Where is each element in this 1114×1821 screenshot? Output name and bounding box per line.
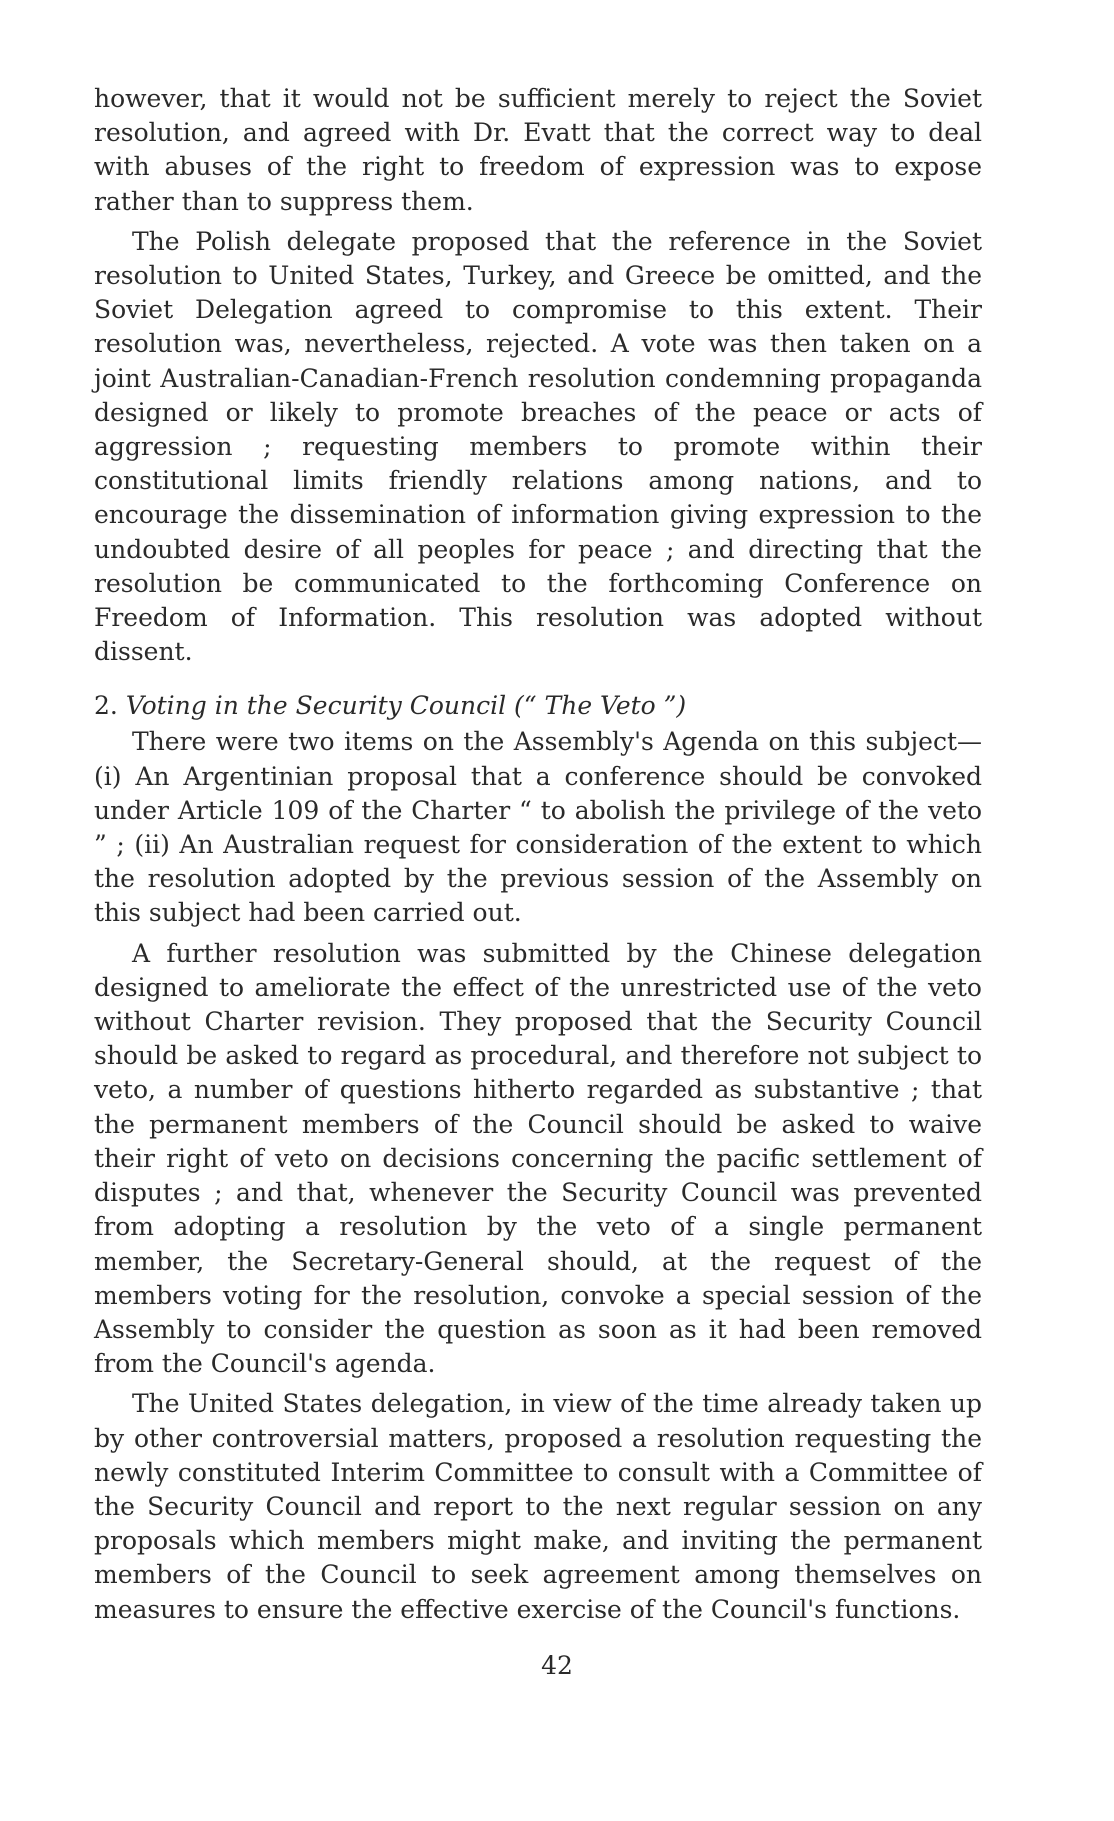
page-body (94, 82, 982, 1633)
paragraph-continuation: however, that it would not be sufficient merely to reject the Soviet resolution, and agreed with Dr. Evatt that the correct way to deal with abuses of the right to freedom of expression was to expose rather than to suppress them. (94, 84, 982, 216)
section-title: Voting in the Security Council (“ The Veto ”) (125, 691, 687, 721)
section-number: 2. (94, 691, 118, 721)
section-heading (94, 689, 982, 723)
paragraph-us-resolution: The United States delegation, in view of the time already taken up by other controversial matters, proposed a resolution requesting the newly constituted Interim Committee to consult with a Committee of the Security Council and report to the next regular session on any proposals which members might make, and inviting the permanent members of the Council to seek agreement among themselves on measures to ensure the effective exercise of the Council's functions. (94, 1389, 982, 1624)
paragraph-chinese-resolution: A further resolution was submitted by the Chinese delegation designed to ameliorate the effect of the unrestricted use of the veto without Charter revision. They proposed that the Security Council should be asked to regard as procedural, and therefore not subject to veto, a number of questions hitherto regarded as substantive ; that the permanent members of the Council should be asked to waive their right of veto on decisions concerning the pacific settlement of disputes ; and that, whenever the Security Council was prevented from adopting a resolution by the veto of a single permanent member, the Secretary-General should, at the request of the members voting for the resolution, convoke a special session of the Assembly to consider the question as soon as it had been removed from the Council's agenda. (94, 938, 982, 1379)
page-number: 42 (541, 1651, 573, 1680)
paragraph-polish-delegate: The Polish delegate proposed that the reference in the Soviet resolution to United States, Turkey, and Greece be omitted, and the Soviet Delegation agreed to compromise to this extent. Their resolution was, nevertheless, rejected. A vote was then taken on a joint Australian-Canadian-French resolution condemning propaganda designed or likely to promote breaches of the peace or acts of aggression ; requesting members to promote within their constitutional limits friendly relations among nations, and to encourage the dissemination of information giving expression to the undoubted desire of all peoples for peace ; and directing that the resolution be communicated to the forthcoming Conference on Freedom of Information. This resolution was adopted without dissent. (94, 226, 982, 667)
paragraph-agenda-items: There were two items on the Assembly's Agenda on this subject—(i) An Argentinian proposal that a conference should be convoked under Article 109 of the Charter “ to abolish the privilege of the veto ” ; (ii) An Australian request for consideration of the extent to which the resolution adopted by the previous session of the Assembly on this subject had been carried out. (94, 727, 982, 928)
